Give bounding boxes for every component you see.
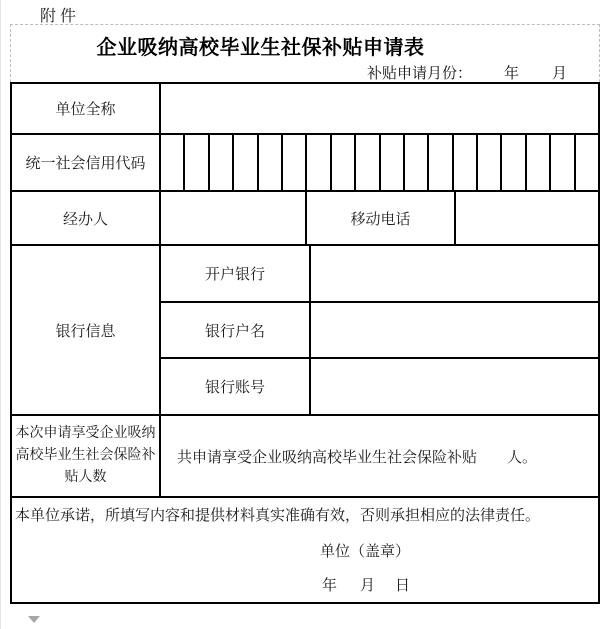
credit-code-cell[interactable]	[574, 135, 598, 190]
credit-code-cell[interactable]	[379, 135, 403, 190]
form-title: 企业吸纳高校毕业生社保补贴申请表	[96, 37, 425, 59]
account-name-label: 银行户名	[204, 323, 265, 340]
credit-code-cell[interactable]	[257, 135, 281, 190]
unit-name-field[interactable]	[159, 84, 598, 133]
bank-row-account-name	[161, 301, 598, 358]
bank-subtable	[159, 246, 598, 414]
scroll-down-marker-icon	[28, 616, 40, 623]
credit-code-cell[interactable]	[427, 135, 451, 190]
mobile-field[interactable]	[454, 192, 598, 244]
credit-code-cell[interactable]	[281, 135, 305, 190]
account-number-label: 银行账号	[204, 380, 265, 397]
credit-code-cell[interactable]	[330, 135, 354, 190]
unit-seal-label: 单位（盖章）	[320, 544, 411, 560]
handler-field[interactable]	[159, 192, 305, 244]
opening-bank-field[interactable]	[309, 246, 598, 301]
credit-code-cell[interactable]	[161, 135, 183, 190]
mobile-label: 移动电话	[305, 192, 454, 244]
row-headcount	[12, 414, 598, 496]
credit-code-cell[interactable]	[500, 135, 524, 190]
credit-code-cell[interactable]	[452, 135, 476, 190]
headcount-label: 本次申请享受企业吸纳高校毕业生社会保险补贴人数	[15, 426, 156, 485]
credit-code-cell[interactable]	[305, 135, 329, 190]
bank-row-account-number	[161, 357, 598, 414]
opening-bank-label: 开户银行	[204, 266, 265, 283]
apply-month-month-label: 月	[551, 66, 567, 82]
bank-group-label: 银行信息	[55, 323, 116, 340]
credit-code-cell[interactable]	[208, 135, 232, 190]
bank-row-opening-bank	[161, 246, 598, 301]
window-edge	[0, 0, 1, 629]
headcount-content[interactable]: 共申请享受企业吸纳高校毕业生社会保险补贴 人。	[159, 416, 598, 496]
apply-month-year-label: 年	[503, 66, 519, 82]
row-pledge	[12, 496, 598, 602]
credit-code-cell[interactable]	[183, 135, 207, 190]
credit-code-label: 统一社会信用代码	[25, 156, 146, 172]
account-name-field[interactable]	[309, 303, 598, 358]
credit-code-cells	[159, 135, 598, 190]
apply-month-line	[10, 62, 601, 83]
row-bank-info	[12, 244, 598, 414]
credit-code-cell[interactable]	[354, 135, 378, 190]
date-month-label: 月	[360, 578, 376, 594]
credit-code-cell[interactable]	[525, 135, 549, 190]
date-day-label: 日	[395, 578, 411, 594]
account-number-field[interactable]	[309, 359, 598, 414]
handler-label: 经办人	[62, 211, 108, 228]
credit-code-cell[interactable]	[549, 135, 573, 190]
date-year-label: 年	[322, 578, 338, 594]
signature-date-line	[322, 574, 595, 595]
pledge-text: 本单位承诺，所填写内容和提供材料真实准确有效，否则承担相应的法律责任。	[15, 508, 541, 524]
credit-code-cell[interactable]	[232, 135, 256, 190]
credit-code-cell[interactable]	[403, 135, 427, 190]
pledge-cell	[12, 498, 598, 602]
attachment-label: 附件	[40, 8, 81, 25]
unit-name-label: 单位全称	[55, 102, 116, 118]
credit-code-cell[interactable]	[476, 135, 500, 190]
apply-month-label: 补贴申请月份：	[366, 66, 472, 82]
row-unit-name	[12, 84, 598, 133]
application-form-table	[10, 82, 600, 604]
row-credit-code	[12, 133, 598, 190]
row-handler	[12, 190, 598, 244]
